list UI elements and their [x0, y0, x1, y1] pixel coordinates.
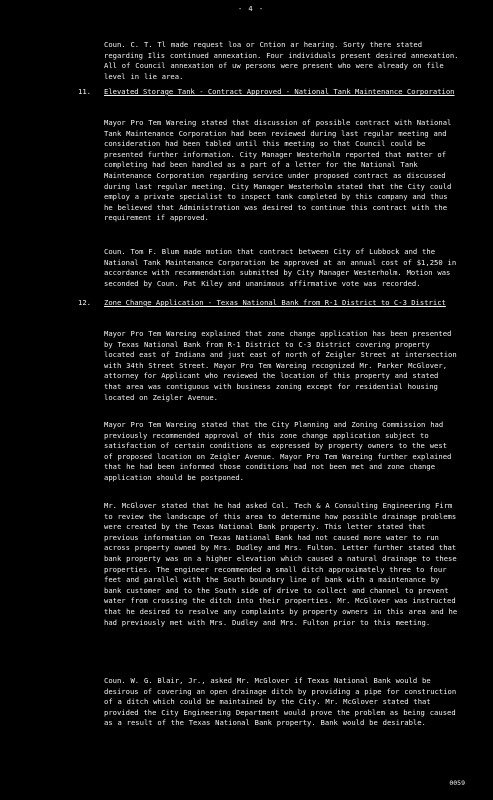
item-title: Elevated Storage Tank - Contract Approved - National Tank Maintenance Corporation [104, 87, 455, 96]
intro-paragraph: Coun. C. T. Tl made request loa or Cntion ar hearing. Sorty there stated regarding Ilis continued annexation. Four individuals present desired annexation. All of Council annexation of uw persons were present who were already on file level in lie area. [104, 40, 459, 81]
item-paragraph: Coun. W. G. Blair, Jr., asked Mr. McGlover if Texas National Bank would be desirous of covering an open drainage ditch by providing a pipe for construction of a ditch which could be maintained by the City. Mr. McGlover stated that provided the City Engineering Department would prove the problem as being caused as a result of the Texas National Bank property. Bank would be desirable. [104, 676, 457, 728]
item-number: 12. [78, 298, 91, 307]
item-paragraph: Mayor Pro Tem Wareing stated that discussion of possible contract with National Tank Maintenance Corporation had been reviewed during last regular meeting and consideration had been tabled until this meeting so that Council could be presented further information. City Manager Westerholm reported that matter of completing had been handled as a part of a letter for the National Tank Maintenance Corporation regarding service under proposed contract as discussed during last regular meeting. City Manager Westerholm stated that the City could employ a private specialist to inspect tank completed by this company and thus he believed that Administration was desired to continue this contract with the requirement if approved. [104, 118, 452, 223]
item-paragraph: Mayor Pro Tem Wareing explained that zone change application has been presented by Texas National Bank from R-1 District to C-3 District covering property located east of Indiana and just east of north of Zeigler Street at intersection with 34th Street Street. Mayor Pro Tem Wareing recognized Mr. Parker McGlover, attorney for Applicant who reviewed the location of this property and stated that area was contiguous with business zoning except for residential housing located on Zeigler Avenue. [104, 329, 457, 402]
footer-mark: 0059 [449, 779, 465, 787]
item-number: 11. [78, 87, 91, 96]
item-paragraph: Mayor Pro Tem Wareing stated that the City Planning and Zoning Commission had previously recommended approval of this zone change application subject to satisfaction of certain conditions as expressed by property owners to the west of proposed location on Zeigler Avenue. Mayor Pro Tem Wareing further explained that he had been informed those conditions had not been met and zone change application should be postponed. [104, 420, 452, 482]
item-paragraph: Mr. McGlover stated that he had asked Col. Tech & A Consulting Engineering Firm to review the landscape of this area to determine how possible drainage problems were created by the Texas National Bank property. This letter stated that previous information on Texas National Bank had not caused more water to run across property owned by Mrs. Dudley and Mrs. Fulton. Letter further stated that bank property was on a higher elevation which caused a natural drainage to these properties. The engineer recommended a small ditch approximately three to four feet and parallel with the South boundary line of bank with a maintenance by bank customer and to the South side of drive to collect and channel to prevent water from crossing the ditch into their properties. Mr. McGlover was instructed that he desired to resolve any complaints by property owners in this area and he had previously met with Mrs. Dudley and Mrs. Fulton prior to this meeting. [104, 501, 458, 627]
page-number: - 4 - [238, 5, 265, 13]
item-title: Zone Change Application - Texas National Bank from R-1 District to C-3 District [104, 298, 446, 307]
item-paragraph: Coun. Tom F. Blum made motion that contract between City of Lubbock and the National Tank Maintenance Corporation be approved at an annual cost of $1,250 in accordance with recommendation submitted by City Manager Westerholm. Motion was seconded by Coun. Pat Kiley and unanimous affirmative vote was recorded. [104, 247, 457, 288]
